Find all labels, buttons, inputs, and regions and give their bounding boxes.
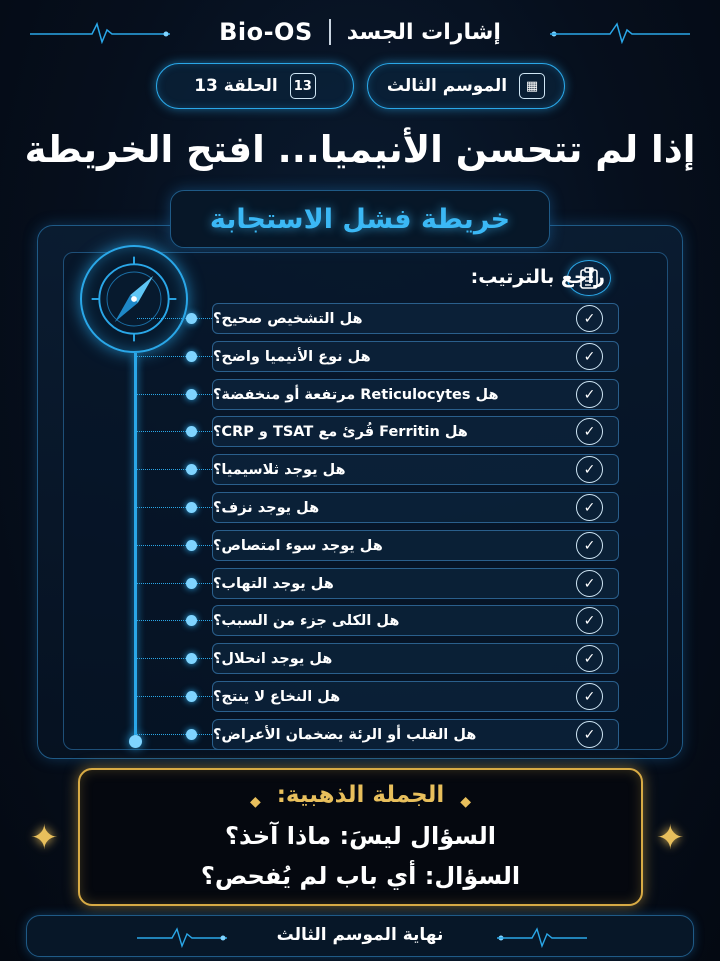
compass-icon — [80, 245, 188, 353]
row-connector — [137, 469, 212, 470]
timeline-node — [186, 653, 197, 664]
check-icon: ✓ — [576, 343, 603, 370]
row-connector — [137, 394, 212, 395]
golden-line-2: السؤال: أي باب لم يُفحص؟ — [200, 862, 521, 890]
checklist-item — [212, 643, 619, 674]
diamond-icon-left: ◆ — [250, 794, 261, 810]
check-icon: ✓ — [576, 456, 603, 483]
footer-bar — [26, 915, 694, 957]
brand-header — [190, 14, 530, 50]
page-title: إذا لم تتحسن الأنيميا... افتح الخريطة — [24, 128, 696, 171]
ekg-decoration-left — [30, 20, 170, 44]
timeline-node — [186, 691, 197, 702]
sparkle-icon-right: ✦ — [656, 818, 685, 858]
timeline-node — [186, 389, 197, 400]
row-connector — [137, 507, 212, 508]
checklist-item-label: هل نوع الأنيميا واضح؟ — [213, 348, 371, 365]
check-icon: ✓ — [576, 570, 603, 597]
row-connector — [137, 620, 212, 621]
checklist-heading: راجع بالترتيب: — [470, 266, 605, 288]
checklist-item — [212, 379, 619, 410]
checklist-item-label: هل يوجد التهاب؟ — [213, 575, 334, 592]
check-icon: ✓ — [576, 645, 603, 672]
checklist-item — [212, 530, 619, 561]
timeline-node — [186, 313, 197, 324]
episode-number-icon: 13 — [290, 73, 316, 99]
season-pill — [367, 63, 565, 109]
sparkle-icon-left: ✦ — [30, 818, 59, 858]
golden-heading: الجملة الذهبية: — [276, 782, 445, 808]
row-connector — [137, 545, 212, 546]
timeline-end-dot — [129, 735, 142, 748]
series-name: إشارات الجسد — [346, 19, 501, 45]
checklist-item — [212, 719, 619, 750]
check-icon: ✓ — [576, 381, 603, 408]
calendar-icon: ▦ — [519, 73, 545, 99]
check-icon: ✓ — [576, 494, 603, 521]
checklist-item-label: هل Reticulocytes مرتفعة أو منخفضة؟ — [213, 386, 499, 403]
checklist-item-label: هل يوجد سوء امتصاص؟ — [213, 537, 383, 554]
checklist-item-label: هل يوجد ثلاسيميا؟ — [213, 461, 346, 478]
checklist-item — [212, 568, 619, 599]
footer-text: نهاية الموسم الثالث — [276, 925, 444, 945]
golden-sentence-box — [78, 768, 643, 906]
row-connector — [137, 431, 212, 432]
checklist-item-label: هل التشخيص صحيح؟ — [213, 310, 363, 327]
row-connector — [137, 658, 212, 659]
section-title: خريطة فشل الاستجابة — [209, 203, 511, 235]
checklist-item-label: هل الكلى جزء من السبب؟ — [213, 612, 400, 629]
checklist-item-label: هل Ferritin قُرئ مع TSAT و CRP؟ — [213, 423, 468, 440]
timeline-node — [186, 464, 197, 475]
check-icon: ✓ — [576, 721, 603, 748]
checklist-item-label: هل القلب أو الرئة يضخمان الأعراض؟ — [213, 726, 477, 743]
divider — [329, 19, 331, 45]
check-icon: ✓ — [576, 683, 603, 710]
bio-os-logo: Bio-OS — [219, 18, 313, 46]
row-connector — [137, 734, 212, 735]
checklist-item — [212, 681, 619, 712]
checklist-item — [212, 303, 619, 334]
checklist-item — [212, 416, 619, 447]
checklist-item — [212, 605, 619, 636]
row-connector — [137, 356, 212, 357]
row-connector — [137, 318, 212, 319]
check-icon: ✓ — [576, 305, 603, 332]
row-connector — [137, 696, 212, 697]
timeline-node — [186, 615, 197, 626]
timeline-node — [186, 351, 197, 362]
checklist-item — [212, 341, 619, 372]
episode-pill — [156, 63, 354, 109]
checklist-item — [212, 492, 619, 523]
subtitle-box — [170, 190, 550, 248]
episode-label: الحلقة 13 — [194, 76, 278, 96]
timeline-spine — [134, 353, 137, 739]
timeline-node — [186, 729, 197, 740]
checklist-item-label: هل يوجد انحلال؟ — [213, 650, 333, 667]
ekg-decoration-right — [550, 20, 690, 44]
timeline-node — [186, 502, 197, 513]
checklist-item-label: هل النخاع لا ينتج؟ — [213, 688, 341, 705]
diamond-icon-right: ◆ — [460, 794, 471, 810]
golden-line-1: السؤال ليسَ: ماذا آخذ؟ — [225, 822, 496, 850]
row-connector — [137, 583, 212, 584]
check-icon: ✓ — [576, 607, 603, 634]
season-label: الموسم الثالث — [386, 76, 508, 96]
timeline-node — [186, 578, 197, 589]
checklist-item-label: هل يوجد نزف؟ — [213, 499, 320, 516]
check-icon: ✓ — [576, 418, 603, 445]
timeline-node — [186, 426, 197, 437]
timeline-node — [186, 540, 197, 551]
check-icon: ✓ — [576, 532, 603, 559]
checklist-item — [212, 454, 619, 485]
